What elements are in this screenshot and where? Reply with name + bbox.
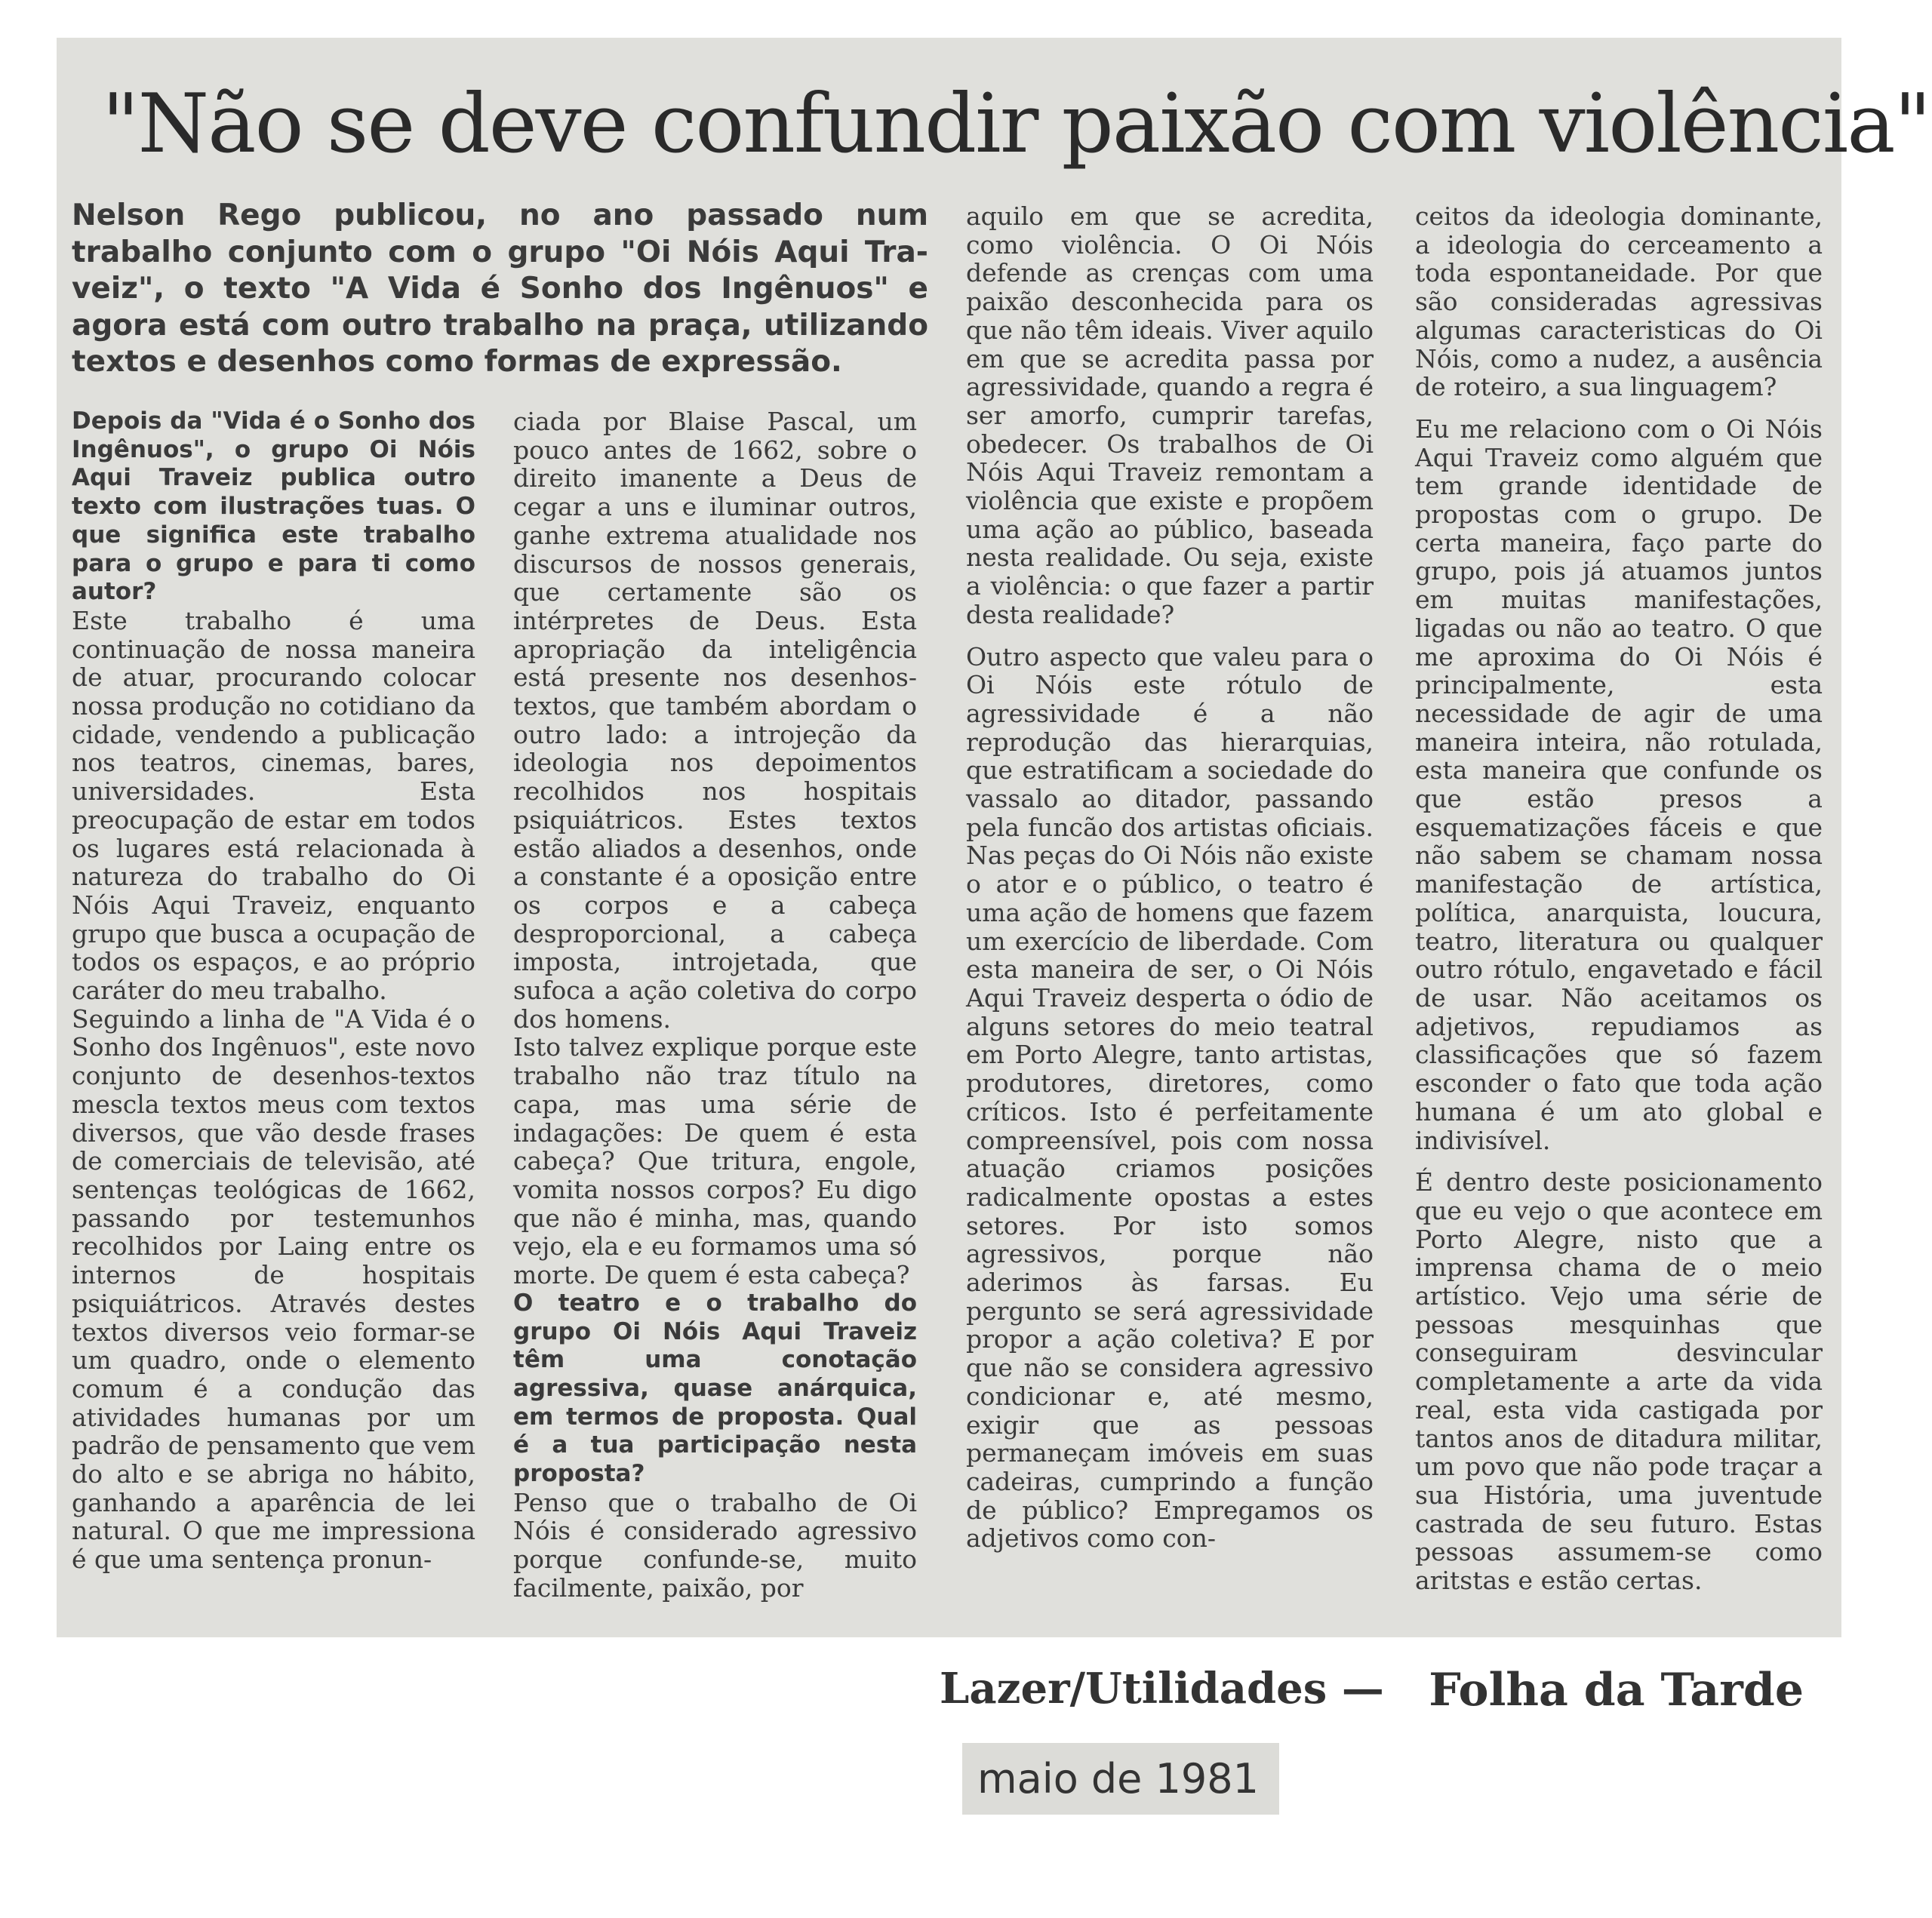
- headline: "Não se deve confundir paixão com violência": [102, 77, 1930, 171]
- paragraph: Outro aspecto que valeu para o Oi Nóis este rótulo de agressividade é a não reprodução das hierarquias, que estratificam a sociedade do vassalo ao ditador, passando pela funcão dos artistas oficiais. Nas peças do Oi Nóis não existe o ator e o público, o teatro é uma ação de homens que fazem um exercício de liberdade. Com esta maneira de ser, o Oi Nóis Aqui Traveiz desperta o ódio de alguns setores do meio teatral em Porto Alegre, tanto artistas, produtores, diretores, como críticos. Isto é perfeitamente compreensível, pois com nossa atuação criamos posições radicalmente opostas a estes setores. Por isto somos agressivos, porque não aderimos às farsas. Eu pergunto se será agressividade propor a ação coletiva? E por que não se considera agressivo condicionar e, até mesmo, exigir que as pessoas permaneçam imóveis em suas cadeiras, cumprindo a função de público? Empregamos os adjetivos como con-: [966, 641, 1374, 1554]
- publication-credit: [928, 1664, 1834, 1717]
- paragraph: É dentro deste posicionamento que eu vejo o que acontece em Porto Alegre, nisto que a imprensa chama de o meio artístico. Vejo uma série de pessoas mesquinhas que conseguiram desvincular completamente a arte da vida real, esta vida castigada por tantos anos de ditadura militar, um povo que não pode traçar a sua História, uma juventude castrada de seu futuro. Estas pessoas assumem-se como aritstas e estão certas.: [1415, 1167, 1823, 1596]
- interview-question: O teatro e o trabalho do grupo Oi Nóis Aqui Traveiz têm uma conotação agressiva, quase anárquica, em termos de proposta. Qual é a tua participação nesta proposta?: [513, 1289, 917, 1488]
- lead-line: Nelson Rego publicou, no ano passado num: [72, 198, 928, 232]
- paragraph: Este trabalho é uma continuação de nossa maneira de atuar, procurando colocar nossa produção no cotidiano da cidade, vendendo a publicação nos teatros, cinemas, bares, universidades. Esta preocupação de estar em todos os lugares está relacionada à natureza do trabalho do Oi Nóis Aqui Traveiz, enquanto grupo que busca a ocupação de todos os espaços, e ao próprio caráter do meu trabalho.: [72, 605, 475, 1006]
- article-column-3: [966, 202, 1374, 1553]
- lead-paragraph: [72, 198, 928, 381]
- lead-line: trabalho conjunto com o grupo "Oi Nóis Aqui Tra-: [72, 235, 928, 269]
- paragraph: Seguindo a linha de "A Vida é o Sonho dos Ingênuos", este novo conjunto de desenhos-textos mescla textos meus com textos diversos, que vão desde frases de comerciais de televisão, até sentenças teológicas de 1662, passando por testemunhos recolhidos por Laing entre os internos de hospitais psiquiátricos. Através destes textos diversos veio formar-se um quadro, onde o elemento comum é a condução das atividades humanas por um padrão de pensamento que vem do alto e se abriga no hábito, ganhando a aparência de lei natural. O que me impressiona é que uma sentença pronun-: [72, 1004, 475, 1575]
- lead-line: agora está com outro trabalho na praça, utilizando: [72, 308, 928, 343]
- paragraph: Eu me relaciono com o Oi Nóis Aqui Traveiz como alguém que tem grande identidade de propostas com o grupo. De certa maneira, faço parte do grupo, pois já atuamos juntos em muitas manifestações, ligadas ou não ao teatro. O que me aproxima do Oi Nóis é principalmente, esta necessidade de agir de uma maneira inteira, não rotulada, esta maneira que confunde os que estão presos a esquematizações fáceis e que não sabem se chamam nossa manifestação de artística, política, anarquista, loucura, teatro, literatura ou qualquer outro rótulo, engavetado e fácil de usar. Não aceitamos os adjetivos, repudiamos as classificações que só fazem esconder o fato que toda ação humana é um ato global e indivisível.: [1415, 413, 1823, 1155]
- paragraph: Isto talvez explique porque este trabalho não traz título na capa, mas uma série de indagações: De quem é esta cabeça? Que tritura, engole, vomita nossos corpos? Eu digo que não é minha, mas, quando vejo, ela e eu formamos uma só morte. De quem é esta cabeça?: [513, 1032, 917, 1290]
- paragraph: aquilo em que se acredita, como violência. O Oi Nóis defende as crenças com uma paixão desconhecida para os que não têm ideais. Viver aquilo em que se acredita passa por agressividade, quando a regra é ser amorfo, cumprir tarefas, obedecer. Os trabalhos de Oi Nóis Aqui Traveiz remontam a violência que existe e propõem uma ação ao público, baseada nesta realidade. Ou seja, existe a violência: o que fazer a partir desta realidade?: [966, 201, 1374, 629]
- section-name: Lazer/Utilidades —: [940, 1664, 1384, 1714]
- newspaper-name: Folha da Tarde: [1429, 1664, 1804, 1717]
- lead-line: veiz", o texto "A Vida é Sonho dos Ingênuos" e: [72, 272, 928, 306]
- interview-question: Depois da "Vida é o Sonho dos Ingênuos", o grupo Oi Nóis Aqui Traveiz publica outro texto com ilustrações tuas. O que significa este trabalho para o grupo e para ti como autor?: [72, 407, 475, 606]
- lead-line: textos e desenhos como formas de expressão.: [72, 345, 842, 379]
- paragraph: ciada por Blaise Pascal, um pouco antes de 1662, sobre o direito imanente a Deus de cegar a uns e iluminar outros, ganhe extrema atualidade nos discursos de nossos generais, que certamente são os intérpretes de Deus. Esta apropriação da inteligência está presente nos desenhos-textos, que também abordam o outro lado: a introjeção da ideologia nos depoimentos recolhidos nos hospitais psiquiátricos. Estes textos estão aliados a desenhos, onde a constante é a oposição entre os corpos e a cabeça desproporcional, a cabeça imposta, introjetada, que sufoca a ação coletiva do corpo dos homens.: [513, 407, 917, 1034]
- article-column-1: [72, 407, 475, 1574]
- article-column-4: [1415, 202, 1823, 1595]
- paragraph: Penso que o trabalho de Oi Nóis é considerado agressivo porque confunde-se, muito facilmente, paixão, por: [513, 1487, 917, 1603]
- article-column-2: [513, 407, 917, 1603]
- paragraph: ceitos da ideologia dominante, a ideologia do cerceamento a toda espontaneidade. Por que são consideradas agressivas algumas caracteristicas do Oi Nóis, como a nudez, a ausência de roteiro, a sua linguagem?: [1415, 201, 1823, 402]
- date-label: maio de 1981: [962, 1743, 1279, 1815]
